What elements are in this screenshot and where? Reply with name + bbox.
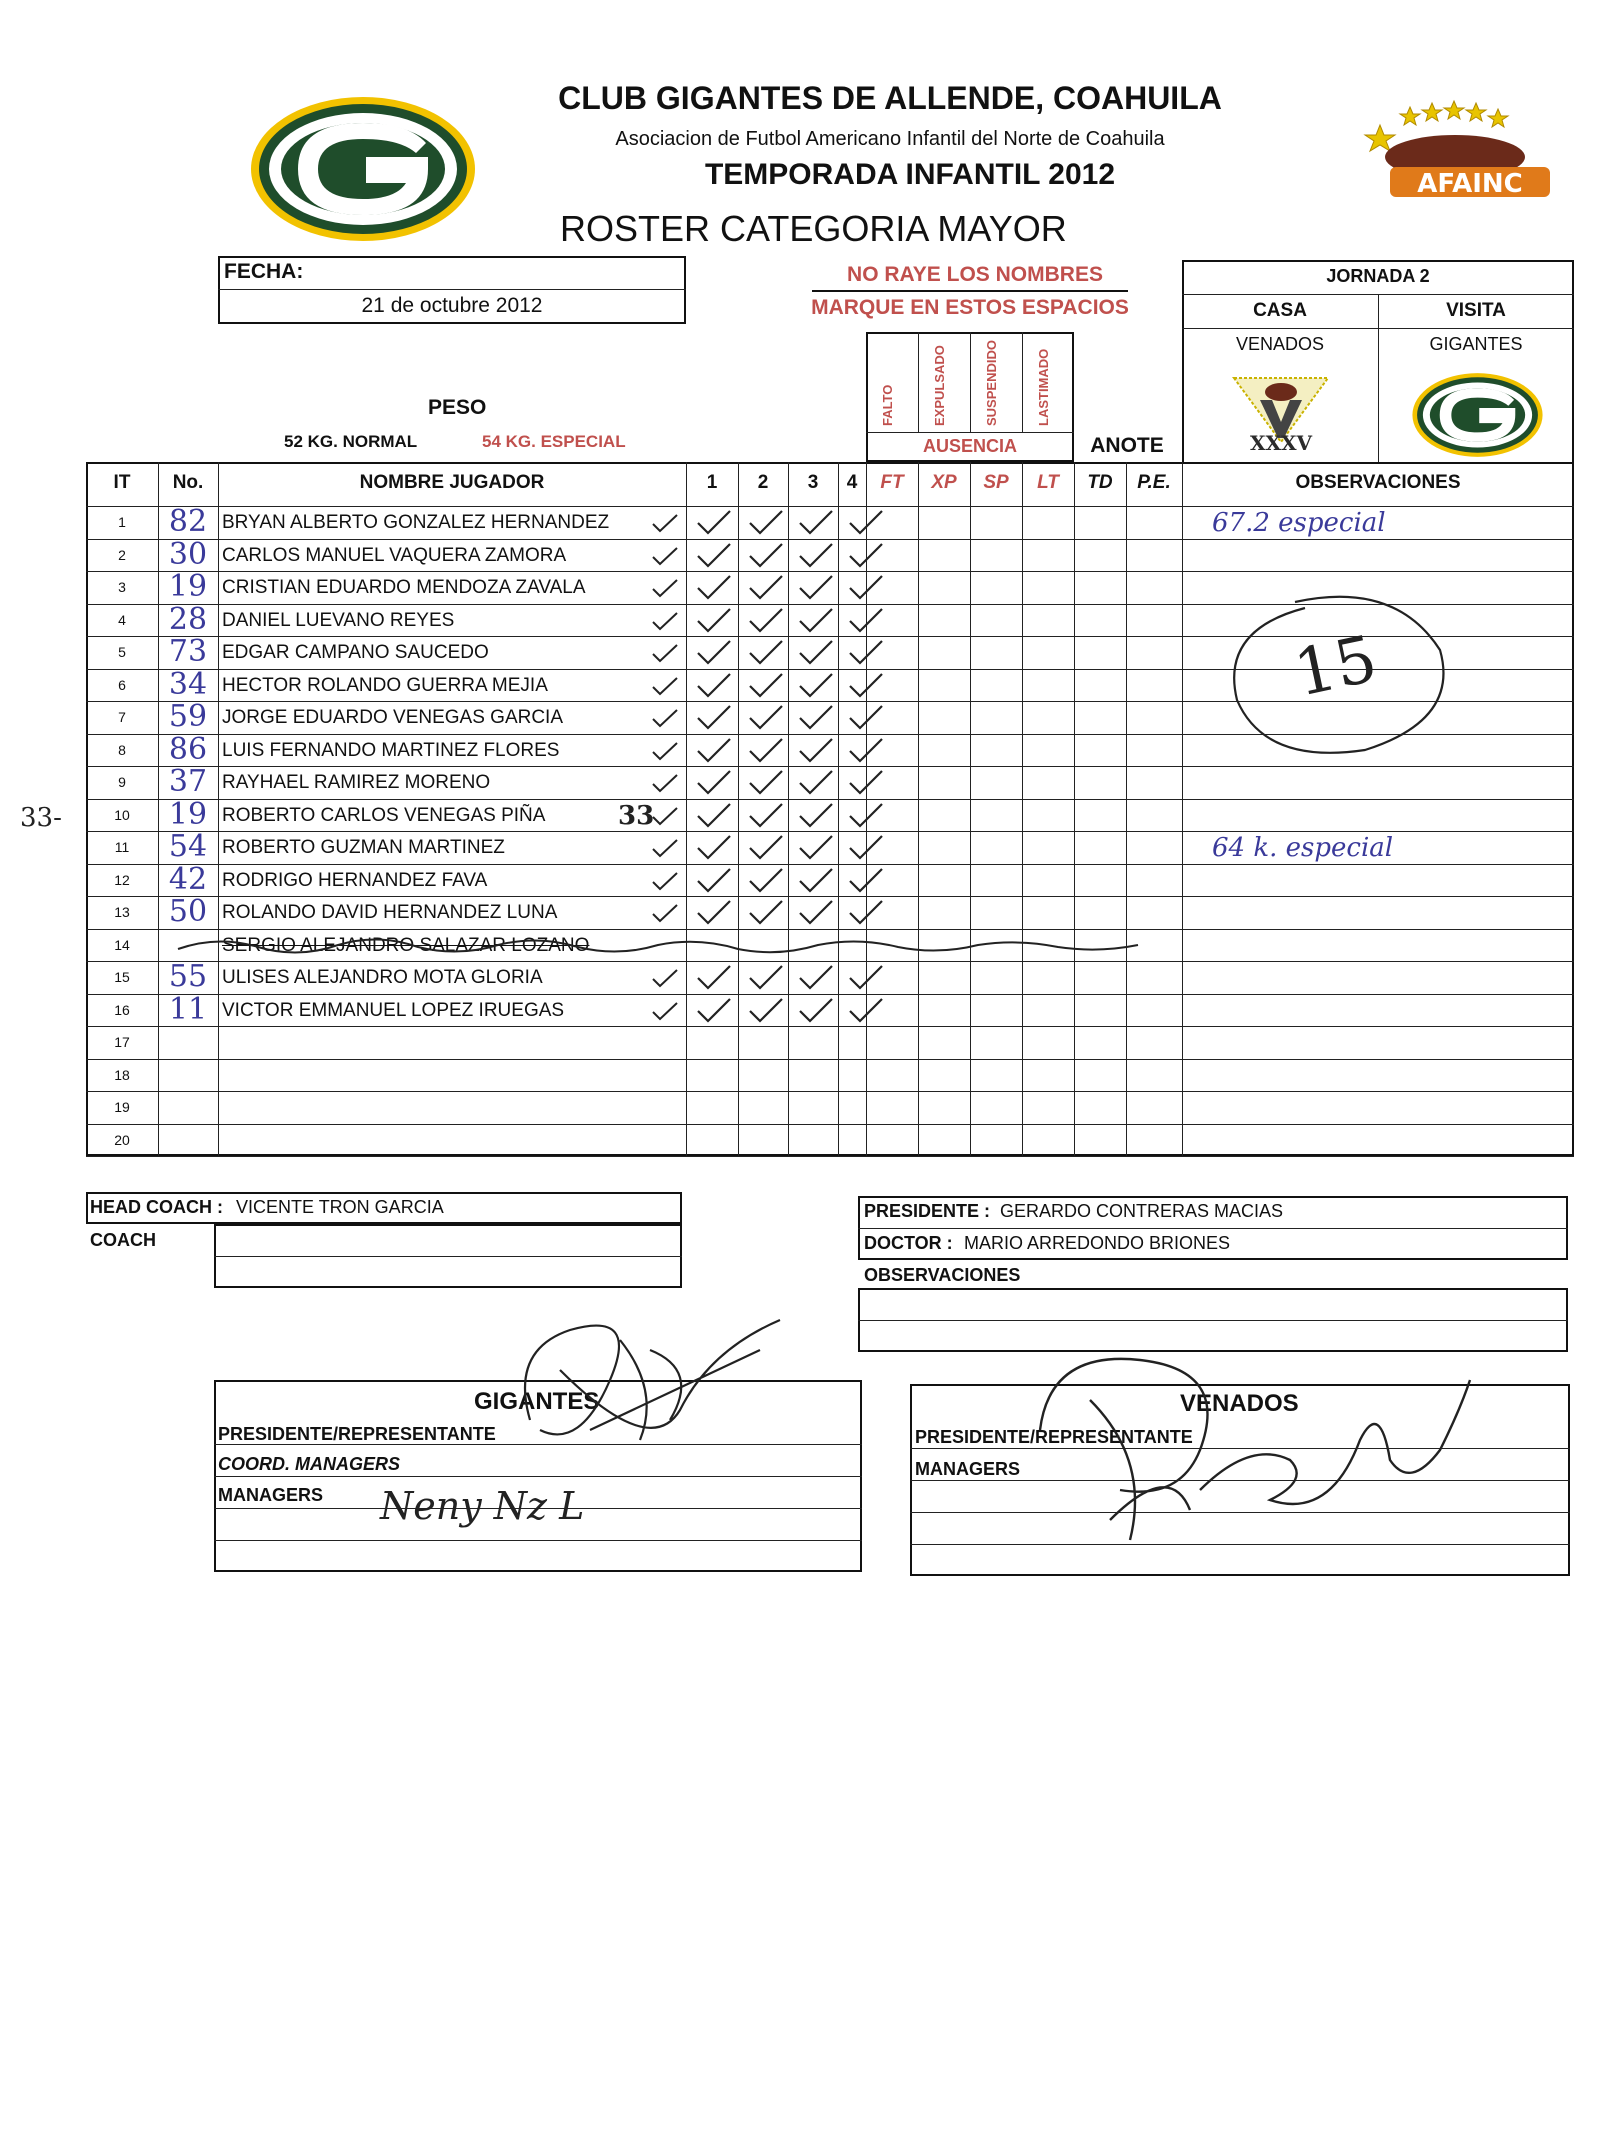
row-player-name: VICTOR EMMANUEL LOPEZ IRUEGAS xyxy=(222,999,565,1021)
casa-label: CASA xyxy=(1253,300,1307,321)
peso-normal: 52 KG. NORMAL xyxy=(284,432,418,451)
row-it: 5 xyxy=(118,644,126,660)
gigantes-managers-label: MANAGERS xyxy=(218,1485,324,1505)
check-mark-icon xyxy=(694,802,734,830)
check-mark-icon xyxy=(746,899,786,927)
row-player-number: 28 xyxy=(168,601,208,637)
presidente-value: GERARDO CONTRERAS MACIAS xyxy=(1000,1201,1284,1221)
table-row xyxy=(86,1091,1574,1124)
name-check-mark-icon xyxy=(650,642,680,664)
check-mark-icon xyxy=(746,997,786,1025)
name-check-mark-icon xyxy=(650,902,680,924)
check-mark-icon xyxy=(746,639,786,667)
row-player-name: ROLANDO DAVID HERNANDEZ LUNA xyxy=(222,902,558,923)
circled-score-value: 15 xyxy=(1288,622,1384,712)
row-it: 18 xyxy=(114,1066,130,1083)
row-it: 9 xyxy=(118,774,126,790)
table-header-no: No. xyxy=(172,472,204,493)
row-it: 3 xyxy=(118,579,126,595)
check-mark-icon xyxy=(746,574,786,602)
row-player-name: JORGE EDUARDO VENEGAS GARCIA xyxy=(222,707,564,728)
row-player-number: 11 xyxy=(168,991,208,1027)
visita-label: VISITA xyxy=(1446,300,1506,321)
check-mark-icon xyxy=(694,704,734,732)
name-check-mark-icon xyxy=(650,675,680,697)
row-player-name: SERGIO ALEJANDRO SALAZAR LOZANO xyxy=(222,934,590,956)
check-mark-icon xyxy=(846,867,886,895)
row-player-name: ROBERTO CARLOS VENEGAS PIÑA xyxy=(222,804,546,826)
check-mark-icon xyxy=(846,607,886,635)
row-player-number: 30 xyxy=(168,536,208,572)
check-mark-icon xyxy=(694,964,734,992)
name-check-mark-icon xyxy=(650,772,680,794)
check-mark-icon xyxy=(846,672,886,700)
ausencia-lastimado: LASTIMADO xyxy=(1036,348,1051,426)
visita-team: GIGANTES xyxy=(1429,334,1523,354)
row-player-number: 37 xyxy=(168,764,208,799)
row-player-name: HECTOR ROLANDO GUERRA MEJIA xyxy=(222,674,548,696)
gigantes-presidente-label: PRESIDENTE/REPRESENTANTE xyxy=(218,1424,496,1444)
row-player-number: 34 xyxy=(168,666,208,702)
ausencia-suspendido: SUSPENDIDO xyxy=(984,340,999,426)
ausencia-falto: FALTO xyxy=(880,384,895,426)
name-check-mark-icon xyxy=(650,967,680,989)
check-mark-icon xyxy=(796,542,836,570)
peso-label: PESO xyxy=(428,396,487,419)
name-check-mark-icon xyxy=(650,740,680,762)
row-it: 6 xyxy=(118,676,126,693)
name-check-mark-icon xyxy=(650,512,680,534)
check-mark-icon xyxy=(846,737,886,765)
check-mark-icon xyxy=(746,672,786,700)
row-player-number: 55 xyxy=(168,959,208,994)
check-mark-icon xyxy=(846,574,886,602)
table-header-td: TD xyxy=(1087,472,1113,493)
check-mark-icon xyxy=(746,737,786,765)
row-it: 19 xyxy=(114,1099,130,1115)
check-mark-icon xyxy=(796,737,836,765)
club-title: CLUB GIGANTES DE ALLENDE, COAHUILA xyxy=(558,80,1222,116)
check-mark-icon xyxy=(846,899,886,927)
row-player-name: RAYHAEL RAMIREZ MORENO xyxy=(222,772,491,793)
row-player-name: DANIEL LUEVANO REYES xyxy=(222,609,455,631)
gigantes-coord-label: COORD. MANAGERS xyxy=(218,1454,401,1474)
casa-team: VENADOS xyxy=(1235,334,1325,354)
fecha-value: 21 de octubre 2012 xyxy=(361,294,543,317)
row-player-number: 50 xyxy=(168,894,208,929)
gigantes-manager-handwriting: Neny Nz L xyxy=(380,1484,585,1528)
name-check-mark-icon xyxy=(650,1000,680,1022)
check-mark-icon xyxy=(796,997,836,1025)
name-check-mark-icon xyxy=(650,577,680,599)
name-check-mark-icon xyxy=(650,805,680,827)
check-mark-icon xyxy=(694,574,734,602)
row-it: 8 xyxy=(118,741,126,758)
check-mark-icon xyxy=(694,737,734,765)
check-mark-icon xyxy=(846,542,886,570)
row-extra-note: 33 xyxy=(618,800,655,831)
row-it: 14 xyxy=(114,936,130,953)
check-mark-icon xyxy=(746,834,786,862)
row-it: 20 xyxy=(114,1131,130,1148)
afa-logo-text: AFAINC xyxy=(1417,169,1523,199)
table-row xyxy=(86,1124,1574,1157)
check-mark-icon xyxy=(746,542,786,570)
roster-row-divider xyxy=(86,1156,1574,1157)
check-mark-icon xyxy=(746,802,786,830)
check-mark-icon xyxy=(694,899,734,927)
row-it: 11 xyxy=(114,839,130,855)
venados-signature-icon xyxy=(1030,1340,1490,1560)
table-header-name: NOMBRE JUGADOR xyxy=(359,472,545,493)
row-player-number: 86 xyxy=(168,731,208,767)
coach-label: COACH xyxy=(90,1230,156,1250)
head-coach-value: VICENTE TRON GARCIA xyxy=(236,1197,444,1217)
row-player-name: LUIS FERNANDO MARTINEZ FLORES xyxy=(222,739,560,761)
row-it: 15 xyxy=(114,969,130,985)
row-player-name: ULISES ALEJANDRO MOTA GLORIA xyxy=(222,967,543,988)
check-mark-icon xyxy=(846,704,886,732)
association-name: Asociacion de Futbol Americano Infantil del Norte de Coahuila xyxy=(615,128,1165,150)
check-mark-icon xyxy=(746,964,786,992)
row-player-number: 73 xyxy=(168,634,208,669)
table-header-q4: 4 xyxy=(846,472,858,493)
roster-title: ROSTER CATEGORIA MAYOR xyxy=(560,208,1067,249)
row-player-number: 54 xyxy=(168,829,208,864)
check-mark-icon xyxy=(746,509,786,537)
table-header-ft: FT xyxy=(880,472,904,493)
name-check-mark-icon xyxy=(650,837,680,859)
table-header-obs: OBSERVACIONES xyxy=(1295,472,1461,493)
jornada-title: JORNADA 2 xyxy=(1326,266,1430,286)
row-player-name: ROBERTO GUZMAN MARTINEZ xyxy=(222,837,505,858)
row-margin-note: 33- xyxy=(20,802,62,833)
row-it: 16 xyxy=(114,1001,130,1018)
row-it: 4 xyxy=(118,611,126,628)
row-player-number: 82 xyxy=(168,504,208,539)
check-mark-icon xyxy=(796,509,836,537)
gigantes-signature-icon xyxy=(500,1310,800,1480)
fecha-label: FECHA: xyxy=(224,260,304,283)
check-mark-icon xyxy=(846,802,886,830)
name-check-mark-icon xyxy=(650,610,680,632)
peso-especial: 54 KG. ESPECIAL xyxy=(482,432,626,451)
check-mark-icon xyxy=(846,834,886,862)
circled-score xyxy=(1225,590,1455,760)
row-player-name: CRISTIAN EDUARDO MENDOZA ZAVALA xyxy=(222,577,586,598)
check-mark-icon xyxy=(746,867,786,895)
check-mark-icon xyxy=(796,867,836,895)
name-check-mark-icon xyxy=(650,545,680,567)
check-mark-icon xyxy=(846,509,886,537)
season-title: TEMPORADA INFANTIL 2012 xyxy=(704,158,1116,191)
presidente-label: PRESIDENTE : xyxy=(864,1201,991,1221)
name-check-mark-icon xyxy=(650,707,680,729)
row-it: 2 xyxy=(118,546,126,563)
row-it: 12 xyxy=(114,871,130,888)
row-observation: 67.2 especial xyxy=(1212,508,1386,538)
name-check-mark-icon xyxy=(650,870,680,892)
check-mark-icon xyxy=(694,867,734,895)
check-mark-icon xyxy=(694,509,734,537)
table-header-pe: P.E. xyxy=(1137,472,1171,493)
check-mark-icon xyxy=(846,769,886,797)
table-row xyxy=(86,1059,1574,1092)
check-mark-icon xyxy=(694,769,734,797)
row-player-name: EDGAR CAMPANO SAUCEDO xyxy=(222,642,489,663)
row-it: 10 xyxy=(114,806,130,823)
head-coach-label: HEAD COACH : xyxy=(90,1197,223,1217)
check-mark-icon xyxy=(796,769,836,797)
row-it: 17 xyxy=(114,1034,130,1050)
strikethrough-scribble-icon xyxy=(178,931,1158,961)
check-mark-icon xyxy=(746,704,786,732)
row-player-number: 19 xyxy=(168,796,208,832)
venados-logo-text: XXXV xyxy=(1249,431,1313,455)
table-row xyxy=(86,1026,1574,1059)
ausencia-expulsado: EXPULSADO xyxy=(932,345,947,426)
check-mark-icon xyxy=(796,964,836,992)
check-mark-icon xyxy=(796,574,836,602)
observaciones-label: OBSERVACIONES xyxy=(864,1265,1021,1285)
table-header-q2: 2 xyxy=(757,472,769,493)
check-mark-icon xyxy=(694,834,734,862)
check-mark-icon xyxy=(846,964,886,992)
row-it: 13 xyxy=(114,904,130,920)
check-mark-icon xyxy=(694,542,734,570)
table-header-sp: SP xyxy=(983,472,1009,493)
anote-label: ANOTE xyxy=(1090,434,1164,457)
table-header-q3: 3 xyxy=(807,472,819,493)
row-player-name: CARLOS MANUEL VAQUERA ZAMORA xyxy=(222,544,567,566)
check-mark-icon xyxy=(796,672,836,700)
venados-sign-title: VENADOS xyxy=(1180,1390,1299,1417)
check-mark-icon xyxy=(796,639,836,667)
row-player-name: RODRIGO HERNANDEZ FAVA xyxy=(222,869,488,891)
ausencia-label: AUSENCIA xyxy=(922,436,1017,456)
table-header-xp: XP xyxy=(931,472,957,493)
gigantes-sign-title: GIGANTES xyxy=(474,1388,600,1415)
check-mark-icon xyxy=(694,997,734,1025)
table-header-q1: 1 xyxy=(706,472,718,493)
row-player-number: 19 xyxy=(168,569,208,604)
doctor-value: MARIO ARREDONDO BRIONES xyxy=(964,1233,1231,1253)
check-mark-icon xyxy=(746,769,786,797)
row-it: 7 xyxy=(118,709,126,725)
check-mark-icon xyxy=(694,672,734,700)
row-player-number: 42 xyxy=(168,861,208,897)
check-mark-icon xyxy=(796,834,836,862)
notice-line2: MARQUE EN ESTOS ESPACIOS xyxy=(811,296,1129,319)
row-player-name: BRYAN ALBERTO GONZALEZ HERNANDEZ xyxy=(222,512,610,533)
check-mark-icon xyxy=(796,899,836,927)
check-mark-icon xyxy=(746,607,786,635)
row-it: 1 xyxy=(118,514,126,530)
check-mark-icon xyxy=(846,639,886,667)
check-mark-icon xyxy=(694,639,734,667)
check-mark-icon xyxy=(694,607,734,635)
venados-managers-label: MANAGERS xyxy=(915,1459,1021,1479)
check-mark-icon xyxy=(796,607,836,635)
notice-line1: NO RAYE LOS NOMBRES xyxy=(847,263,1103,286)
table-header-lt: LT xyxy=(1037,472,1059,493)
table-header-it: IT xyxy=(113,472,131,493)
check-mark-icon xyxy=(796,802,836,830)
venados-presidente-label: PRESIDENTE/REPRESENTANTE xyxy=(915,1427,1193,1447)
check-mark-icon xyxy=(796,704,836,732)
row-player-number: 59 xyxy=(168,699,208,734)
row-observation: 64 k. especial xyxy=(1212,833,1394,863)
doctor-label: DOCTOR : xyxy=(864,1233,953,1253)
check-mark-icon xyxy=(846,997,886,1025)
